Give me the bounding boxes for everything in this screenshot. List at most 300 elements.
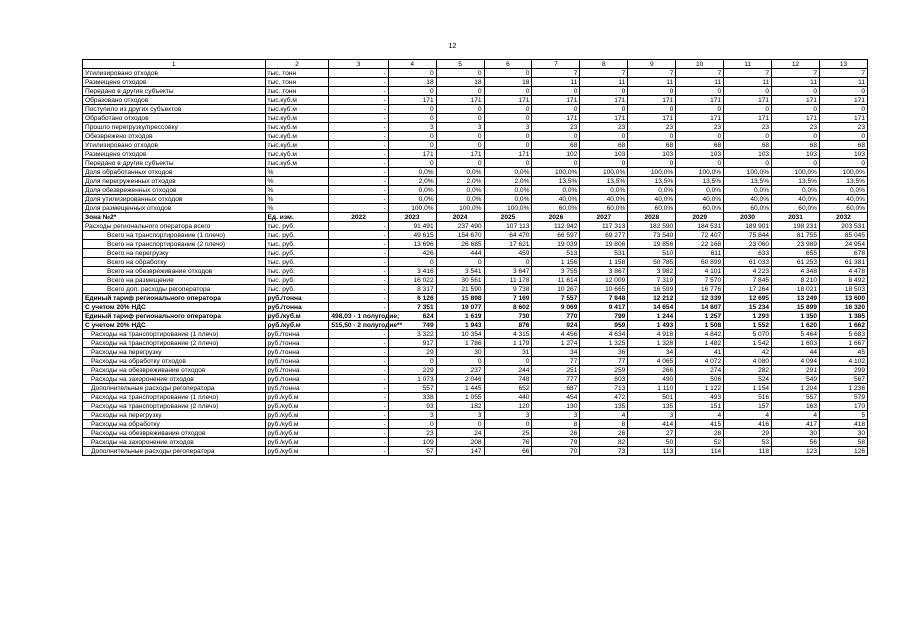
column-number: 4 — [388, 60, 436, 69]
row-value: 0,0% — [436, 195, 484, 204]
row-label: Передано в другие субъекты — [83, 159, 266, 168]
year-header: 2032 — [820, 213, 868, 222]
row-value: 7 570 — [676, 276, 724, 285]
row-value: 170 — [820, 402, 868, 411]
row-unit: тыс. руб. — [265, 276, 329, 285]
column-number: 6 — [484, 60, 532, 69]
row-value: 58 — [820, 438, 868, 447]
row-value: 0 — [436, 105, 484, 114]
row-value: 1 179 — [484, 339, 532, 348]
tariff-m3-value: 1 508 — [676, 321, 724, 330]
row-value: 8 492 — [820, 276, 868, 285]
tariff-value: 8 602 — [484, 303, 532, 312]
row-value: 490 — [628, 375, 676, 384]
column-number: 7 — [532, 60, 580, 69]
row-value: 19 856 — [628, 240, 676, 249]
column-number: 5 — [436, 60, 484, 69]
year-header: 2022 — [329, 213, 388, 222]
row-value: 40,0% — [580, 195, 628, 204]
row-value: 440 — [484, 393, 532, 402]
row-value: 18 — [436, 78, 484, 87]
row-value: 49 615 — [388, 231, 436, 240]
row-value: 11 — [580, 78, 628, 87]
row-value: 3 — [484, 411, 532, 420]
column-number: 8 — [580, 60, 628, 69]
row-2022: - — [329, 438, 388, 447]
row-value: 549 — [772, 375, 820, 384]
row-value: 1 122 — [676, 384, 724, 393]
row-value: 171 — [532, 96, 580, 105]
row-value: 16 599 — [628, 285, 676, 294]
table-row — [83, 357, 868, 366]
row-value: 189 901 — [724, 222, 772, 231]
row-value: 100,0% — [580, 168, 628, 177]
row-value: 66 — [484, 447, 532, 456]
tariff-value: 19 077 — [436, 303, 484, 312]
table-row — [83, 105, 868, 114]
row-label: Расходы на обработку отходов — [83, 357, 266, 366]
row-value: 5 464 — [772, 330, 820, 339]
row-value: 777 — [532, 375, 580, 384]
row-value: 2,0% — [436, 177, 484, 186]
row-value: 103 — [820, 150, 868, 159]
row-value: 2,0% — [388, 177, 436, 186]
row-value: 0 — [388, 258, 436, 267]
row-value: 100,0% — [676, 168, 724, 177]
row-value: 68 — [772, 141, 820, 150]
row-label: Образовано отходов — [83, 96, 266, 105]
year-header: 2026 — [532, 213, 580, 222]
row-value: 13 696 — [388, 240, 436, 249]
row-label: Всего доп. расходы регоператора — [83, 285, 266, 294]
row-value: 69 277 — [580, 231, 628, 240]
row-value: 53 — [724, 438, 772, 447]
row-value: 44 — [772, 348, 820, 357]
row-value: 1 110 — [628, 384, 676, 393]
row-value: 19 806 — [580, 240, 628, 249]
row-unit: тыс.куб.м — [265, 96, 329, 105]
row-value: 10 665 — [580, 285, 628, 294]
row-label: Всего на транспортирование (1 плечо) — [83, 231, 266, 240]
row-value: 0 — [388, 159, 436, 168]
row-value: 0 — [436, 357, 484, 366]
row-unit: руб./тонна — [265, 357, 329, 366]
table-row — [83, 330, 868, 339]
row-value: 655 — [772, 249, 820, 258]
row-value: 0 — [388, 141, 436, 150]
year-header: 2027 — [580, 213, 628, 222]
tariff-value: 12 212 — [628, 294, 676, 303]
table-row — [83, 240, 868, 249]
row-value: 1 542 — [724, 339, 772, 348]
row-value: 0 — [580, 105, 628, 114]
row-value: 23 — [532, 123, 580, 132]
row-value: 16 776 — [676, 285, 724, 294]
row-value: 0 — [436, 258, 484, 267]
tariff-m3-value: 1 244 — [628, 312, 676, 321]
row-label: Дополнительные расходы регоператора — [83, 447, 266, 456]
row-value: 68 — [532, 141, 580, 150]
row-value: 23 — [628, 123, 676, 132]
row-value: 4 348 — [772, 267, 820, 276]
row-value: 117 313 — [580, 222, 628, 231]
row-value: 28 — [676, 429, 724, 438]
table-row — [83, 177, 868, 186]
row-value: 3 — [484, 123, 532, 132]
row-value: 513 — [532, 249, 580, 258]
row-value: 68 — [676, 141, 724, 150]
row-2022: - — [329, 375, 388, 384]
row-value: 163 — [772, 402, 820, 411]
row-value: 7 — [628, 69, 676, 78]
tariff-m3-row — [83, 312, 868, 321]
row-value: 13,5% — [628, 177, 676, 186]
row-value: 60,0% — [820, 204, 868, 213]
row-2022: - — [329, 447, 388, 456]
year-header: 2024 — [436, 213, 484, 222]
row-value: 557 — [388, 384, 436, 393]
row-value: 11 614 — [532, 276, 580, 285]
row-value: 60,0% — [724, 204, 772, 213]
row-value: 4 101 — [676, 267, 724, 276]
row-value: 12 009 — [580, 276, 628, 285]
row-2022: - — [329, 348, 388, 357]
row-2022: - — [329, 177, 388, 186]
row-value: 60,0% — [628, 204, 676, 213]
row-value: 4 315 — [484, 330, 532, 339]
year-header: 2030 — [724, 213, 772, 222]
row-2022: - — [329, 285, 388, 294]
row-value: 237 — [436, 366, 484, 375]
row-value: 0 — [484, 87, 532, 96]
row-value: 274 — [676, 366, 724, 375]
row-value: 13,5% — [724, 177, 772, 186]
row-label: Размещено отходов — [83, 150, 266, 159]
row-value: 0 — [388, 114, 436, 123]
row-value: 611 — [676, 249, 724, 258]
row-value: 75 844 — [724, 231, 772, 240]
row-value: 524 — [724, 375, 772, 384]
row-value: 0 — [820, 105, 868, 114]
row-value: 73 — [580, 447, 628, 456]
row-value: 291 — [772, 366, 820, 375]
column-number: 12 — [772, 60, 820, 69]
row-unit: руб./куб.м — [265, 411, 329, 420]
column-number: 1 — [83, 60, 266, 69]
row-label: Расходы на захоронение отходов — [83, 375, 266, 384]
row-value: 52 — [676, 438, 724, 447]
row-value: 147 — [436, 447, 484, 456]
row-value: 130 — [532, 402, 580, 411]
row-value: 0 — [436, 132, 484, 141]
row-value: 61 033 — [724, 258, 772, 267]
row-value: 0 — [484, 132, 532, 141]
tariff-value: 15 898 — [436, 294, 484, 303]
row-value: 0 — [484, 69, 532, 78]
row-value: 17 621 — [484, 240, 532, 249]
tariff-m3-value: 770 — [532, 312, 580, 321]
row-label: Обезврежено отходов — [83, 132, 266, 141]
row-value: 0 — [436, 141, 484, 150]
row-value: 11 178 — [484, 276, 532, 285]
row-value: 22 168 — [676, 240, 724, 249]
row-2022: - — [329, 240, 388, 249]
row-value: 4 080 — [724, 357, 772, 366]
row-value: 493 — [676, 393, 724, 402]
row-value: 444 — [436, 249, 484, 258]
row-value: 171 — [436, 96, 484, 105]
row-value: 10 267 — [532, 285, 580, 294]
row-value: 259 — [580, 366, 628, 375]
row-value: 40,0% — [628, 195, 676, 204]
year-header: 2025 — [484, 213, 532, 222]
row-value: 171 — [388, 96, 436, 105]
row-value: 157 — [724, 402, 772, 411]
row-value: 3 — [532, 411, 580, 420]
tariff-value: 15 234 — [724, 303, 772, 312]
row-unit: тыс.куб.м — [265, 150, 329, 159]
tariff-row — [83, 294, 868, 303]
row-label: Доля перегруженных отходов — [83, 177, 266, 186]
row-value: 107 113 — [484, 222, 532, 231]
row-value: 516 — [724, 393, 772, 402]
row-value: 100,0% — [484, 204, 532, 213]
row-value: 23 989 — [772, 240, 820, 249]
row-value: 0,0% — [724, 186, 772, 195]
row-value: 21 590 — [436, 285, 484, 294]
row-value: 100,0% — [772, 168, 820, 177]
row-label: Расходы на перегрузку — [83, 348, 266, 357]
tariff-value: 7 557 — [532, 294, 580, 303]
row-label: Расходы на обработку — [83, 420, 266, 429]
row-unit: тыс.куб.м — [265, 114, 329, 123]
row-2022: - — [329, 267, 388, 276]
row-value: 184 531 — [676, 222, 724, 231]
row-2022: - — [329, 123, 388, 132]
row-value: 4 223 — [724, 267, 772, 276]
tariff-label: Единый тариф регионального оператора — [83, 294, 266, 303]
row-value: 4 102 — [820, 357, 868, 366]
row-value: 13,5% — [820, 177, 868, 186]
row-value: 109 — [388, 438, 436, 447]
row-value: 11 — [772, 78, 820, 87]
row-value: 557 — [772, 393, 820, 402]
row-value: 11 — [820, 78, 868, 87]
row-value: 0,0% — [532, 186, 580, 195]
page-number: 12 — [448, 43, 457, 50]
row-label: Передано в другие субъекты — [83, 87, 266, 96]
row-value: 41 — [676, 348, 724, 357]
row-value: 68 — [628, 141, 676, 150]
row-value: 506 — [676, 375, 724, 384]
row-value: 1 055 — [436, 393, 484, 402]
row-value: 40,0% — [676, 195, 724, 204]
row-value: 0 — [724, 87, 772, 96]
table-row — [83, 96, 868, 105]
row-2022: - — [329, 258, 388, 267]
row-unit: тыс. тонн — [265, 87, 329, 96]
row-unit: % — [265, 195, 329, 204]
column-number-row — [83, 60, 868, 69]
row-label: Всего на перегрузку — [83, 249, 266, 258]
row-value: 171 — [772, 114, 820, 123]
tariff-m3-value: 1 293 — [724, 312, 772, 321]
row-label: Расходы на транспортирование (1 плечо) — [83, 393, 266, 402]
tariff-value: 13 249 — [772, 294, 820, 303]
row-value: 282 — [724, 366, 772, 375]
row-value: 237 490 — [436, 222, 484, 231]
row-unit: тыс.куб.м — [265, 141, 329, 150]
row-value: 678 — [820, 249, 868, 258]
row-value: 103 — [676, 150, 724, 159]
tariff-m3-row — [83, 321, 868, 330]
year-header: 2029 — [676, 213, 724, 222]
row-2022: - — [329, 204, 388, 213]
row-value: 81 755 — [772, 231, 820, 240]
row-unit: тыс. руб. — [265, 240, 329, 249]
row-value: 299 — [820, 366, 868, 375]
row-value: 171 — [436, 150, 484, 159]
row-value: 0 — [388, 132, 436, 141]
table-row — [83, 429, 868, 438]
tariff-value: 7 848 — [580, 294, 628, 303]
row-value: 23 — [676, 123, 724, 132]
row-value: 171 — [772, 96, 820, 105]
row-2022: - — [329, 96, 388, 105]
row-value: 426 — [388, 249, 436, 258]
row-value: 0 — [484, 258, 532, 267]
row-value: 203 531 — [820, 222, 868, 231]
row-value: 70 — [532, 447, 580, 456]
row-2022: - — [329, 186, 388, 195]
year-header: 2031 — [772, 213, 820, 222]
row-value: 3 — [388, 411, 436, 420]
row-unit: руб./куб.м — [265, 420, 329, 429]
row-value: 8 — [580, 420, 628, 429]
row-value: 1 667 — [820, 339, 868, 348]
row-value: 60,0% — [580, 204, 628, 213]
row-value: 748 — [484, 375, 532, 384]
row-value: 68 — [580, 141, 628, 150]
row-label: Расходы регионального оператора всего — [83, 222, 266, 231]
row-value: 415 — [676, 420, 724, 429]
row-label: Всего на размещение — [83, 276, 266, 285]
row-value: 5 — [820, 411, 868, 420]
row-value: 118 — [724, 447, 772, 456]
tariff-m3-value: 1 662 — [820, 321, 868, 330]
row-value: 68 — [724, 141, 772, 150]
row-value: 0 — [388, 69, 436, 78]
row-value: 50 — [628, 438, 676, 447]
row-value: 171 — [484, 150, 532, 159]
table-row — [83, 366, 868, 375]
row-value: 917 — [388, 339, 436, 348]
row-label: Утилизировано отходов — [83, 69, 266, 78]
year-header: 2023 — [388, 213, 436, 222]
row-value: 93 — [388, 402, 436, 411]
row-value: 0 — [388, 420, 436, 429]
row-value: 171 — [580, 114, 628, 123]
row-value: 1 073 — [388, 375, 436, 384]
row-value: 5 683 — [820, 330, 868, 339]
row-value: 11 — [676, 78, 724, 87]
row-value: 60,0% — [676, 204, 724, 213]
row-value: 34 — [628, 348, 676, 357]
row-value: 803 — [580, 375, 628, 384]
row-value: 0 — [724, 159, 772, 168]
row-value: 1 236 — [820, 384, 868, 393]
row-value: 91 491 — [388, 222, 436, 231]
row-2022: - — [329, 114, 388, 123]
row-value: 30 — [436, 348, 484, 357]
row-value: 0 — [676, 105, 724, 114]
row-unit: % — [265, 186, 329, 195]
row-value: 4 — [580, 411, 628, 420]
row-value: 208 — [436, 438, 484, 447]
row-value: 23 — [724, 123, 772, 132]
row-2022: - — [329, 222, 388, 231]
row-value: 0 — [532, 105, 580, 114]
tariff-m3-label: С учетом 20% НДС — [83, 321, 266, 330]
row-2022: - — [329, 393, 388, 402]
row-value: 0 — [676, 132, 724, 141]
row-value: 171 — [628, 96, 676, 105]
row-label: Всего на транспортирование (2 плечо) — [83, 240, 266, 249]
tariff-value: 9 417 — [580, 303, 628, 312]
table-row — [83, 339, 868, 348]
row-value: 26 — [580, 429, 628, 438]
row-value: 0 — [388, 87, 436, 96]
row-value: 0 — [628, 87, 676, 96]
column-number: 3 — [329, 60, 388, 69]
tariff-m3-label: Единый тариф регионального оператора — [83, 312, 266, 321]
row-label: Поступило из других субъектов — [83, 105, 266, 114]
table-body — [83, 60, 868, 456]
row-value: 266 — [628, 366, 676, 375]
row-unit: тыс. руб. — [265, 222, 329, 231]
semester-note: 498,03 - 1 полугодие; — [329, 312, 388, 321]
row-value: 10 354 — [436, 330, 484, 339]
row-unit: тыс. руб. — [265, 267, 329, 276]
row-value: 135 — [628, 402, 676, 411]
row-label: Доля утилизированных отходов — [83, 195, 266, 204]
row-value: 0,0% — [388, 168, 436, 177]
row-value: 0,0% — [676, 186, 724, 195]
tariff-value: 14 654 — [628, 303, 676, 312]
row-label: Всего на обработку — [83, 258, 266, 267]
table-row — [83, 402, 868, 411]
row-value: 454 — [532, 393, 580, 402]
row-value: 17 264 — [724, 285, 772, 294]
table-row — [83, 411, 868, 420]
row-unit: тыс. тонн — [265, 78, 329, 87]
table-row — [83, 114, 868, 123]
row-value: 77 — [580, 357, 628, 366]
row-value: 0 — [436, 69, 484, 78]
row-label: Доля обезвреженных отходов — [83, 186, 266, 195]
tariff-m3-unit: руб./куб.м — [265, 321, 329, 330]
row-value: 50 785 — [628, 258, 676, 267]
tariff-m3-value: 1 943 — [436, 321, 484, 330]
tariff-value: 16 320 — [820, 303, 868, 312]
row-value: 1 603 — [772, 339, 820, 348]
row-value: 7 — [676, 69, 724, 78]
row-value: 3 867 — [580, 267, 628, 276]
row-value: 0,0% — [820, 186, 868, 195]
row-value: 123 — [772, 447, 820, 456]
row-value: 4 065 — [628, 357, 676, 366]
row-value: 29 — [724, 429, 772, 438]
